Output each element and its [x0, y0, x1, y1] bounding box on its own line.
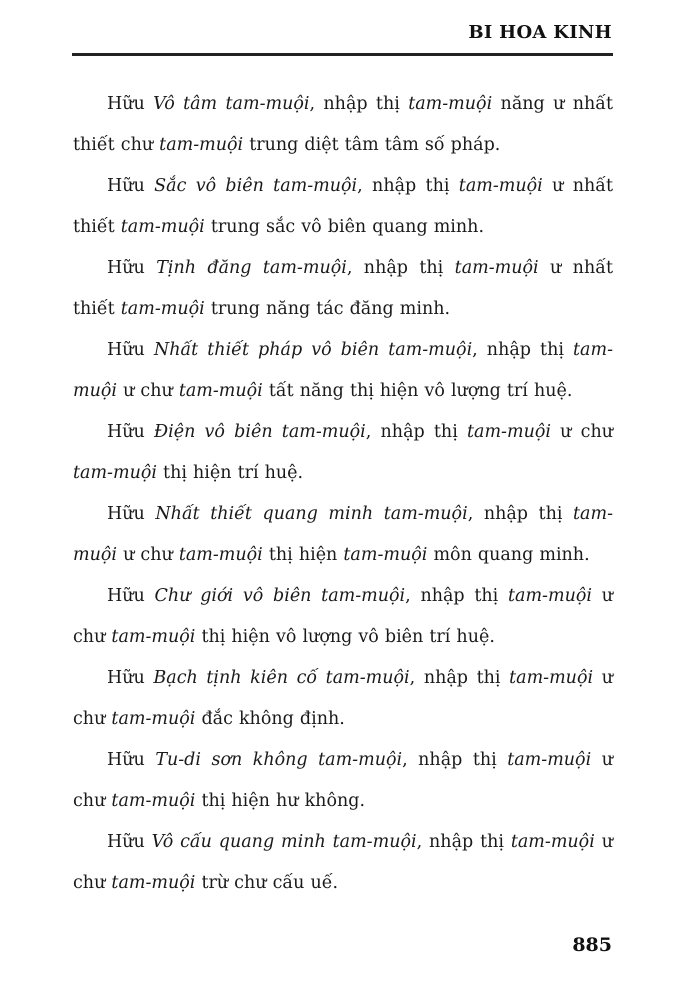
text-run: trừ chư cấu uế.	[195, 873, 339, 893]
text-run: ư chư	[550, 422, 613, 442]
italic-term: Chư giới vô biên tam-muội	[154, 586, 406, 606]
text-run: năng ư nhất thiết chư	[73, 94, 613, 155]
italic-term: Sắc vô biên tam-muội	[154, 176, 358, 196]
header-rule	[72, 53, 613, 56]
italic-term: tam-muội	[509, 668, 594, 688]
paragraph	[73, 84, 613, 166]
italic-term: tam-muội	[111, 627, 196, 647]
text-run: Hữu	[107, 504, 156, 524]
italic-term: tam-muội	[454, 258, 539, 278]
italic-term: Nhất thiết pháp vô biên tam-muội	[153, 340, 473, 360]
text-run: , nhập thị	[416, 832, 511, 852]
italic-term: Tịnh đăng tam-muội	[156, 258, 347, 278]
text-run: Hữu	[107, 750, 156, 770]
text-run: , nhập thị	[402, 750, 508, 770]
page-number: 885	[572, 934, 612, 956]
italic-term: Điện vô biên tam-muội	[154, 422, 366, 442]
italic-term: Nhất thiết quang minh tam-muội	[155, 504, 468, 524]
italic-term: tam-muội	[343, 545, 428, 565]
text-run: đắc không định.	[195, 709, 345, 729]
italic-term: tam-muội	[178, 381, 263, 401]
italic-term: tam-muội	[73, 340, 613, 401]
italic-term: tam-muội	[111, 791, 196, 811]
text-run: ư nhất thiết	[73, 176, 613, 237]
text-run: Hữu	[107, 422, 154, 442]
paragraph	[73, 822, 613, 904]
text-run: ư nhất thiết	[73, 258, 613, 319]
text-run: , nhập thị	[365, 422, 467, 442]
italic-term: Vô tâm tam-muội	[153, 94, 310, 114]
text-run: Hữu	[107, 668, 154, 688]
italic-term: tam-muội	[73, 504, 613, 565]
text-run: trung năng tác đăng minh.	[204, 299, 451, 319]
text-run: môn quang minh.	[427, 545, 590, 565]
italic-term: tam-muội	[510, 832, 595, 852]
italic-term: tam-muội	[120, 217, 205, 237]
text-run: Hữu	[107, 258, 157, 278]
paragraph	[73, 166, 613, 248]
text-run: Hữu	[107, 94, 154, 114]
text-run: Hữu	[107, 832, 152, 852]
text-run: trung diệt tâm tâm số pháp.	[243, 135, 501, 155]
text-run: trung sắc vô biên quang minh.	[204, 217, 485, 237]
italic-term: Vô cấu quang minh tam-muội	[151, 832, 417, 852]
text-run: , nhập thị	[405, 586, 508, 606]
text-run: , nhập thị	[409, 668, 510, 688]
text-run: Hữu	[107, 176, 155, 196]
paragraph	[73, 412, 613, 494]
italic-term: tam-muội	[408, 94, 493, 114]
text-run: ư chư	[117, 545, 179, 565]
italic-term: tam-muội	[111, 873, 196, 893]
text-run: tất năng thị hiện vô lượng trí huệ.	[262, 381, 573, 401]
text-run: ư chư	[73, 586, 613, 647]
italic-term: tam-muội	[120, 299, 205, 319]
text-run: ư chư	[73, 832, 613, 893]
text-run: , nhập thị	[346, 258, 455, 278]
italic-term: tam-muội	[159, 135, 244, 155]
text-run: ư chư	[117, 381, 179, 401]
text-run: thị hiện hư không.	[195, 791, 366, 811]
text-run: Hữu	[107, 340, 154, 360]
text-run: thị hiện vô lượng vô biên trí huệ.	[195, 627, 495, 647]
italic-term: tam-muội	[507, 750, 592, 770]
italic-term: tam-muội	[508, 586, 592, 606]
text-run: , nhập thị	[467, 504, 574, 524]
text-run: , nhập thị	[472, 340, 574, 360]
italic-term: Bạch tịnh kiên cố tam-muội	[153, 668, 410, 688]
text-run: Hữu	[107, 586, 155, 606]
running-header-title: BI HOA KINH	[468, 22, 612, 43]
text-run: ư chư	[73, 750, 613, 811]
paragraph	[73, 248, 613, 330]
italic-term: tam-muội	[178, 545, 263, 565]
italic-term: tam-muội	[73, 463, 157, 483]
text-run: thị hiện trí huệ.	[156, 463, 304, 483]
text-run: ư chư	[73, 668, 613, 729]
paragraph	[73, 658, 613, 740]
body-text	[73, 84, 613, 904]
text-run: , nhập thị	[357, 176, 459, 196]
paragraph	[73, 494, 613, 576]
italic-term: Tu-di sơn không tam-muội	[155, 750, 403, 770]
paragraph	[73, 740, 613, 822]
text-run: thị hiện	[262, 545, 344, 565]
italic-term: tam-muội	[467, 422, 551, 442]
text-run: , nhập thị	[309, 94, 409, 114]
italic-term: tam-muội	[111, 709, 196, 729]
paragraph	[73, 330, 613, 412]
paragraph	[73, 576, 613, 658]
italic-term: tam-muội	[458, 176, 543, 196]
